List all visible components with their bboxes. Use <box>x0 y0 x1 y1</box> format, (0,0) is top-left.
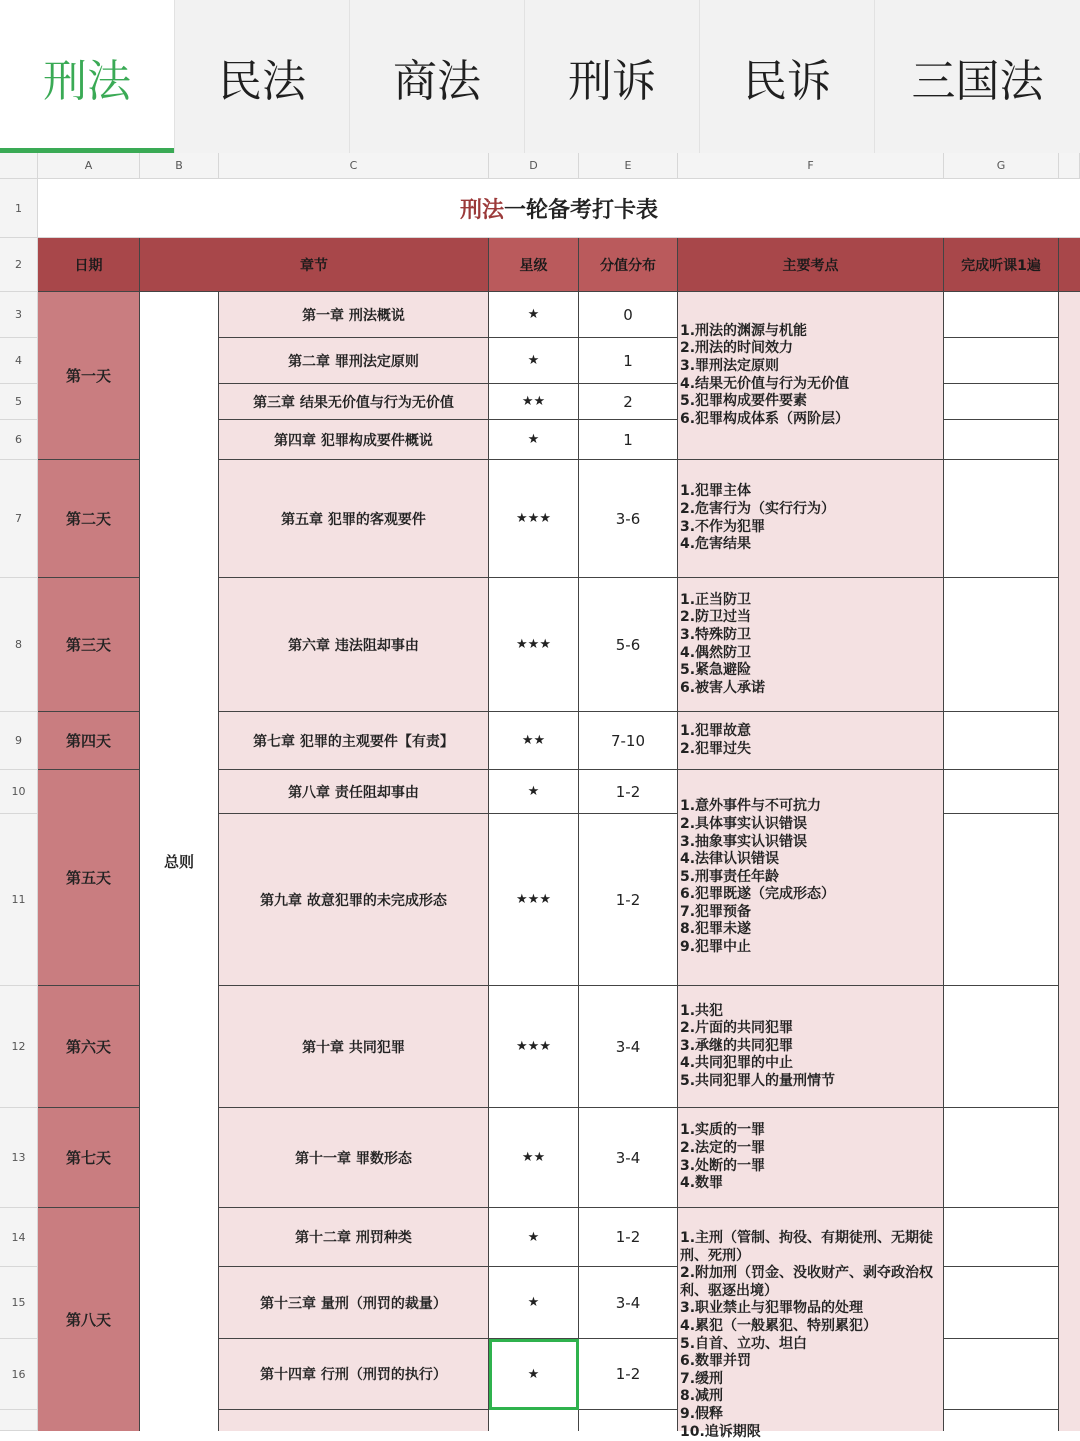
row-header-5[interactable]: 5 <box>0 384 38 420</box>
selected-star-rating-cell[interactable]: ★ <box>489 1339 579 1410</box>
star-rating-cell[interactable]: ★★★ <box>489 460 579 578</box>
row-header-15[interactable]: 15 <box>0 1267 38 1339</box>
key-points-cell[interactable]: 1.实质的一罪 2.法定的一罪 3.处断的一罪 4.数罪 <box>678 1108 944 1208</box>
header-key-points[interactable]: 主要考点 <box>678 238 944 292</box>
score-cell[interactable]: 1 <box>579 338 678 384</box>
chapter-cell[interactable]: 第三章 结果无价值与行为无价值 <box>219 384 489 420</box>
row-header-14[interactable]: 14 <box>0 1208 38 1267</box>
tab-civil-law[interactable]: 民法 <box>175 0 350 153</box>
done-cell[interactable] <box>944 1267 1059 1339</box>
tab-commercial-law[interactable]: 商法 <box>350 0 525 153</box>
star-rating-cell[interactable]: ★ <box>489 770 579 814</box>
column-header-f[interactable]: F <box>678 153 944 179</box>
column-header-d[interactable]: D <box>489 153 579 179</box>
done-cell[interactable] <box>944 814 1059 986</box>
done-cell[interactable] <box>944 292 1059 338</box>
chapter-cell[interactable]: 第十四章 行刑（刑罚的执行） <box>219 1339 489 1410</box>
score-cell[interactable]: 1 <box>579 420 678 460</box>
row-header-9[interactable]: 9 <box>0 712 38 770</box>
extra-column-cell[interactable] <box>1059 292 1080 1431</box>
day-cell[interactable]: 第一天 <box>38 292 140 460</box>
chapter-cell[interactable]: 第四章 犯罪构成要件概说 <box>219 420 489 460</box>
done-cell[interactable] <box>944 338 1059 384</box>
done-cell[interactable] <box>944 712 1059 770</box>
star-rating-cell[interactable]: ★ <box>489 420 579 460</box>
key-points-cell[interactable]: 1.意外事件与不可抗力 2.具体事实认识错误 3.抽象事实认识错误 4.法律认识错误 5.刑事责任年龄 6.犯罪既遂（完成形态） 7.犯罪预备 8.犯罪未遂 9.犯罪中止 <box>678 770 944 986</box>
chapter-cell[interactable]: 第十三章 量刑（刑罚的裁量） <box>219 1267 489 1339</box>
title-rest: 一轮备考打卡表 <box>504 197 659 223</box>
row-header-11[interactable]: 11 <box>0 814 38 986</box>
day-cell[interactable]: 第七天 <box>38 1108 140 1208</box>
star-rating-cell[interactable]: ★★ <box>489 384 579 420</box>
star-rating-cell[interactable]: ★★ <box>489 1108 579 1208</box>
done-cell[interactable] <box>944 578 1059 712</box>
day-cell[interactable]: 第五天 <box>38 770 140 986</box>
sheet-tab-bar <box>0 0 1080 153</box>
key-points-cell[interactable]: 1.犯罪主体 2.危害行为（实行行为） 3.不作为犯罪 4.危害结果 <box>678 460 944 578</box>
header-score[interactable]: 分值分布 <box>579 238 678 292</box>
column-header-h[interactable] <box>1059 153 1080 179</box>
star-rating-cell[interactable]: ★ <box>489 338 579 384</box>
star-rating-cell[interactable]: ★★★ <box>489 814 579 986</box>
score-cell[interactable]: 3-4 <box>579 1267 678 1339</box>
chapter-cell[interactable]: 第九章 故意犯罪的未完成形态 <box>219 814 489 986</box>
key-points-cell[interactable]: 1.正当防卫 2.防卫过当 3.特殊防卫 4.偶然防卫 5.紧急避险 6.被害人承诺 <box>678 578 944 712</box>
score-cell[interactable] <box>579 1410 678 1431</box>
column-header-c[interactable]: C <box>219 153 489 179</box>
score-cell[interactable]: 3-4 <box>579 1108 678 1208</box>
header-chapter[interactable]: 章节 <box>140 238 489 292</box>
chapter-cell[interactable]: 第六章 违法阻却事由 <box>219 578 489 712</box>
key-points-cell[interactable]: 1.刑法的渊源与机能 2.刑法的时间效力 3.罪刑法定原则 4.结果无价值与行为无价值 5.犯罪构成要件要素 6.犯罪构成体系（两阶层） <box>678 292 944 460</box>
tab-criminal-law[interactable]: 刑法 <box>0 0 175 153</box>
chapter-cell[interactable] <box>219 1410 489 1431</box>
score-cell[interactable]: 1-2 <box>579 1208 678 1267</box>
key-points-cell[interactable]: 1.犯罪故意 2.犯罪过失 <box>678 712 944 770</box>
chapter-cell[interactable]: 第七章 犯罪的主观要件【有责】 <box>219 712 489 770</box>
score-cell[interactable]: 0 <box>579 292 678 338</box>
column-header-a[interactable]: A <box>38 153 140 179</box>
row-header-2[interactable]: 2 <box>0 238 38 292</box>
score-cell[interactable]: 1-2 <box>579 770 678 814</box>
done-cell[interactable] <box>944 1410 1059 1431</box>
star-rating-cell[interactable]: ★★★ <box>489 986 579 1108</box>
done-cell[interactable] <box>944 460 1059 578</box>
score-cell[interactable]: 3-4 <box>579 986 678 1108</box>
header-extra[interactable] <box>1059 238 1080 292</box>
row-header-3[interactable]: 3 <box>0 292 38 338</box>
title-highlight: 刑法 <box>459 197 504 223</box>
chapter-cell[interactable]: 第二章 罪刑法定原则 <box>219 338 489 384</box>
row-header-10[interactable]: 10 <box>0 770 38 814</box>
star-rating-cell[interactable]: ★ <box>489 1267 579 1339</box>
section-cell[interactable]: 总则 <box>140 292 219 1431</box>
row-header-13[interactable]: 13 <box>0 1108 38 1208</box>
chapter-cell[interactable]: 第十二章 刑罚种类 <box>219 1208 489 1267</box>
key-points-cell[interactable]: 1.共犯 2.片面的共同犯罪 3.承继的共同犯罪 4.共同犯罪的中止 5.共同犯罪人的量刑情节 <box>678 986 944 1108</box>
done-cell[interactable] <box>944 1339 1059 1410</box>
star-rating-cell[interactable]: ★ <box>489 292 579 338</box>
day-cell[interactable]: 第三天 <box>38 578 140 712</box>
chapter-cell[interactable]: 第十一章 罪数形态 <box>219 1108 489 1208</box>
row-header-1[interactable]: 1 <box>0 179 38 238</box>
score-cell[interactable]: 3-6 <box>579 460 678 578</box>
row-header-17[interactable] <box>0 1410 38 1431</box>
done-cell[interactable] <box>944 986 1059 1108</box>
header-stars[interactable]: 星级 <box>489 238 579 292</box>
star-rating-cell[interactable]: ★ <box>489 1208 579 1267</box>
score-cell[interactable]: 7-10 <box>579 712 678 770</box>
star-rating-cell[interactable]: ★★ <box>489 712 579 770</box>
row-header-16[interactable]: 16 <box>0 1339 38 1410</box>
header-done[interactable]: 完成听课1遍 <box>944 238 1059 292</box>
chapter-cell[interactable]: 第五章 犯罪的客观要件 <box>219 460 489 578</box>
score-cell[interactable]: 5-6 <box>579 578 678 712</box>
day-cell[interactable]: 第六天 <box>38 986 140 1108</box>
row-header-6[interactable]: 6 <box>0 420 38 460</box>
done-cell[interactable] <box>944 420 1059 460</box>
done-cell[interactable] <box>944 384 1059 420</box>
star-rating-cell[interactable]: ★★★ <box>489 578 579 712</box>
tab-criminal-procedure[interactable]: 刑诉 <box>525 0 700 153</box>
day-cell[interactable]: 第四天 <box>38 712 140 770</box>
chapter-cell[interactable]: 第八章 责任阻却事由 <box>219 770 489 814</box>
score-cell[interactable]: 2 <box>579 384 678 420</box>
key-points-cell[interactable]: 1.主刑（管制、拘役、有期徒刑、无期徒刑、死刑） 2.附加刑（罚金、没收财产、剥夺政治权利、驱逐出境） 3.职业禁止与犯罪物品的处理 4.累犯（一般累犯、特别累犯） 5.自首、立功、坦白 6.数罪并罚 7.缓刑 8.减刑 9.假释 10.追诉期限 <box>678 1208 944 1431</box>
day-cell[interactable]: 第八天 <box>38 1208 140 1431</box>
column-header-e[interactable]: E <box>579 153 678 179</box>
score-cell[interactable]: 1-2 <box>579 814 678 986</box>
row-header-8[interactable]: 8 <box>0 578 38 712</box>
done-cell[interactable] <box>944 1108 1059 1208</box>
done-cell[interactable] <box>944 770 1059 814</box>
done-cell[interactable] <box>944 1208 1059 1267</box>
column-header-b[interactable]: B <box>140 153 219 179</box>
row-header-4[interactable]: 4 <box>0 338 38 384</box>
chapter-cell[interactable]: 第十章 共同犯罪 <box>219 986 489 1108</box>
star-rating-cell[interactable] <box>489 1410 579 1431</box>
header-date[interactable]: 日期 <box>38 238 140 292</box>
column-header-g[interactable]: G <box>944 153 1059 179</box>
sheet-title[interactable] <box>38 179 1080 238</box>
day-cell[interactable]: 第二天 <box>38 460 140 578</box>
chapter-cell[interactable]: 第一章 刑法概说 <box>219 292 489 338</box>
row-header-12[interactable]: 12 <box>0 986 38 1108</box>
score-cell[interactable]: 1-2 <box>579 1339 678 1410</box>
select-all-corner[interactable] <box>0 153 38 179</box>
tab-civil-procedure[interactable]: 民诉 <box>700 0 875 153</box>
row-header-7[interactable]: 7 <box>0 460 38 578</box>
tab-international-law[interactable]: 三国法 <box>911 55 1044 107</box>
